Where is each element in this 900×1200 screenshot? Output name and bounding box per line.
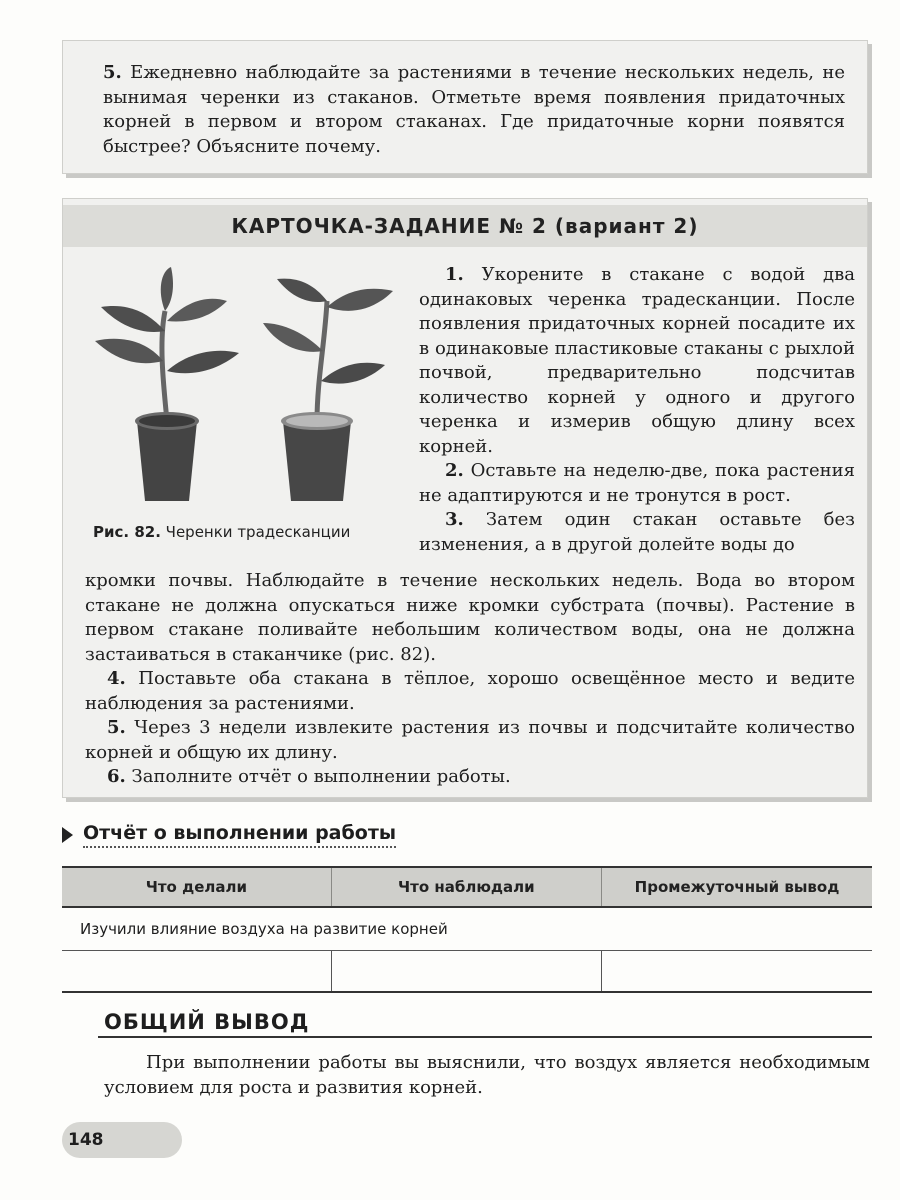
task-5-box [62,40,868,174]
step-6-text: Заполните отчёт о выполнении работы. [131,766,511,787]
step-4 [85,667,855,716]
step-3-text-part1: Затем один стакан оставьте без изменения, а в другой долейте воды до [419,509,855,555]
step-3-number: 3. [445,509,464,530]
report-row-full-text: Изучили влияние воздуха на развитие корней [62,907,872,951]
step-2-number: 2. [445,460,464,481]
blank-cell-conclusion[interactable] [602,951,873,993]
figure-caption [93,523,350,541]
step-3-text-part2: кромки почвы. Наблюдайте в течение нескольких недель. Вода во втором стакане не должна опускаться ниже кромки субстрата (почвы). Растение в первом стакане поливайте небольшим количеством воды, она не должна застаиваться в стаканчике (рис. 82). [85,570,855,665]
conclusion-divider [98,1036,872,1038]
card-steps-narrow [419,263,855,557]
table-row [62,951,872,993]
step-4-number: 4. [107,668,126,689]
blank-cell-what-did[interactable] [62,951,331,993]
table-row [62,907,872,951]
report-table-header-row [62,867,872,907]
step-1-text: Укорените в стакане с водой два одинаковых черенка традесканции. После появления придаточных корней посадите их в одинаковые пластиковые стаканы с рыхлой почвой, предварительно подсчитав количество корней у одного и другого черенка и измерив общую длину всех корней. [419,264,855,457]
task-5-text: Ежедневно наблюдайте за растениями в течение нескольких недель, не вынимая черенки из стаканов. Отметьте время появления придаточных корней в первом и втором стаканах. Где придаточные корни появятся быстрее? Объясните почему. [103,62,845,157]
task-5-number: 5. [103,62,122,83]
column-header-what-observed: Что наблюдали [331,867,601,907]
step-3-start [419,508,855,557]
plant-cuttings-figure [77,261,407,521]
step-6-number: 6. [107,766,126,787]
figure-caption-text: Черенки традесканции [165,523,351,541]
conclusion-title: ОБЩИЙ ВЫВОД [104,1010,310,1034]
step-4-text: Поставьте оба стакана в тёплое, хорошо освещённое место и ведите наблюдения за растениями. [85,668,855,714]
conclusion-text-block [104,1050,870,1100]
step-5 [85,716,855,765]
step-5-number: 5. [107,717,126,738]
plant-cuttings-illustration [77,261,407,521]
column-header-what-did: Что делали [62,867,331,907]
blank-cell-what-observed[interactable] [331,951,601,993]
report-heading [62,822,396,848]
step-1-number: 1. [445,264,464,285]
step-3-continued [85,569,855,667]
figure-caption-number: Рис. 82. [93,523,161,541]
column-header-intermediate-conclusion: Промежуточный вывод [602,867,873,907]
report-heading-label: Отчёт о выполнении работы [83,822,396,848]
step-1 [419,263,855,459]
conclusion-text: При выполнении работы вы выяснили, что воздух является необходимым условием для роста и развития корней. [104,1052,870,1098]
step-2-text: Оставьте на неделю-две, пока растения не адаптируются и не тронутся в рост. [419,460,855,506]
page-number: 148 [62,1122,182,1158]
left-plant [95,267,239,501]
step-2 [419,459,855,508]
step-5-text: Через 3 недели извлеките растения из почвы и подсчитайте количество корней и общую их длину. [85,717,855,763]
triangle-bullet-icon [62,827,73,843]
task-card [62,198,868,798]
task-5-paragraph [103,61,845,159]
card-steps-wide [85,569,855,790]
report-table [62,866,872,993]
card-title: КАРТОЧКА-ЗАДАНИЕ № 2 (вариант 2) [63,205,867,247]
right-plant [263,279,393,501]
step-6 [85,765,855,790]
